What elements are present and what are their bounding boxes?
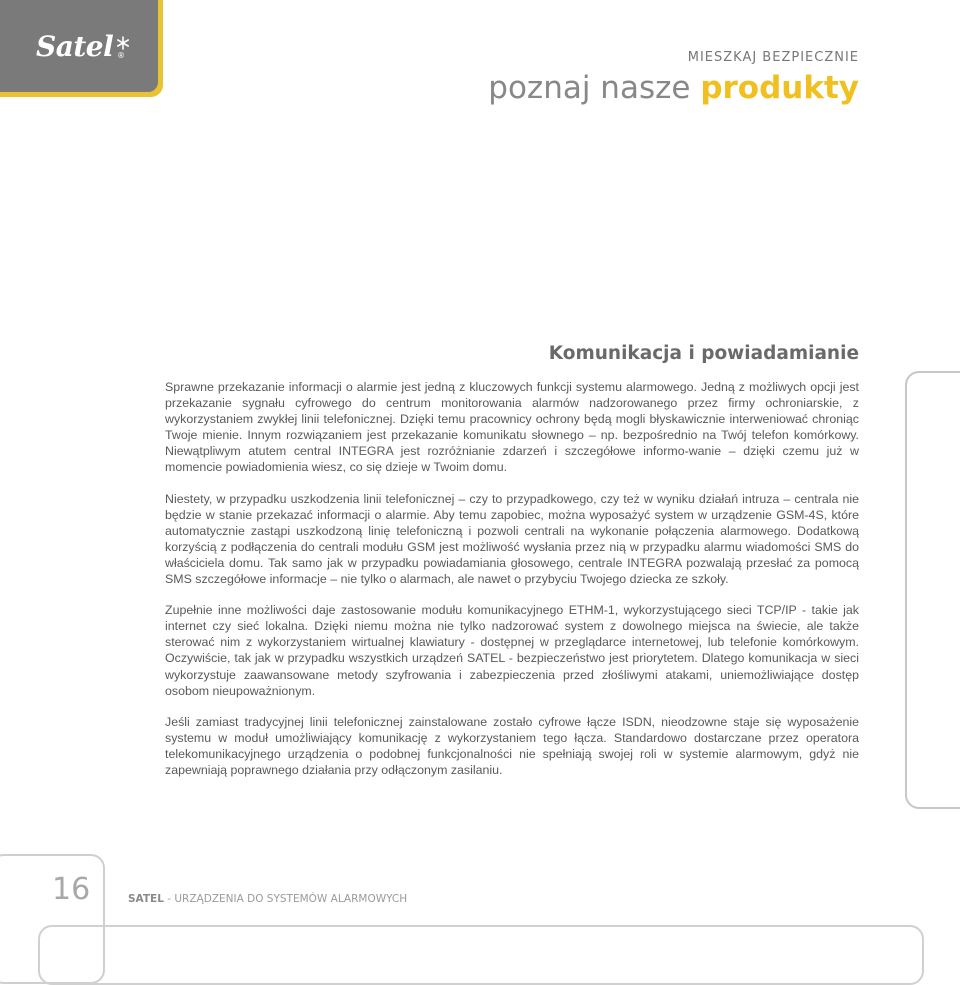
logo-tab: [0, 0, 163, 97]
article-body: [165, 379, 859, 793]
paragraph-2: Niestety, w przypadku uszkodzenia linii telefonicznej – czy to przypadkowego, czy też w wyniku działań intruza – centrala nie będzie w stanie przekazać informacji o alarmie. Aby temu zapobiec, można wyposażyć system w urządzenie GSM-4S, które automatycznie zastąpi uszkodzoną linię telefoniczną i pozwoli centrali na wykonanie połączenia alarmowego. Dodatkową korzyścią z podłączenia do centrali modułu GSM jest możliwość wysłania przez nią w przypadku alarmu wiadomości SMS do właściciela domu. Tak samo jak w przypadku powiadamiania głosowego, centrale INTEGRA pozwalają przesłać za pomocą SMS szczegółowe informacje – nie tylko o alarmach, ale nawet o przybyciu Twojego dziecka ze szkoły.: [165, 491, 859, 587]
paragraph-1: Sprawne przekazanie informacji o alarmie jest jedną z kluczowych funkcji systemu alarmowego. Jedną z możliwych opcji jest przekazanie sygnału cyfrowego do centrum monitorowania alarmów nadzorowanego przez firmy ochroniarskie, z wykorzystaniem zwykłej linii telefonicznej. Dzięki temu pracownicy ochrony będą mogli błyskawicznie interweniować chroniąc Twoje mienie. Innym rozwiązaniem jest przekazanie komunikatu słownego – np. bezpośrednio na Twój telefon komórkowy. Niewątpliwym atutem central INTEGRA jest rozróżnianie zdarzeń i szczegółowe informo-wanie – dzięki czemu już w momencie powiadomienia wiesz, co się dzieje w Twoim domu.: [165, 380, 859, 475]
logo-background: [0, 0, 158, 92]
footer-label: [128, 893, 407, 905]
registered-mark: ®: [117, 51, 125, 60]
paragraph-3: Zupełnie inne możliwości daje zastosowanie modułu komunikacyjnego ETHM-1, wykorzystującego sieci TCP/IP - takie jak internet czy sieć lokalna. Dzięki niemu można nie tylko nadzorować system z dowolnego miejsca na świecie, ale także sterować nim z wykorzystaniem wirtualnej klawiatury - dostępnej w przeglądarce internetowej, lub telefonie komórkowym. Oczywiście, tak jak w przypadku wszystkich urządzeń SATEL - bezpieczeństwo jest priorytetem. Dlatego komunikacja w sieci wykorzystuje zaawansowane metody szyfrowania i zabezpieczenia przed złośliwymi atakami, uniemożliwiające dostęp osobom nieupoważnionym.: [165, 603, 859, 698]
footer-brand: SATEL: [128, 893, 164, 905]
headline-highlight: produkty: [700, 70, 859, 106]
snowflake-icon: [116, 36, 130, 50]
footer-frame: [38, 925, 924, 985]
paragraph-4: Jeśli zamiast tradycyjnej linii telefonicznej zainstalowane zostało cyfrowe łącze ISDN, nieodzowne staje się wyposażenie systemu w moduł umożliwiający komunikację z wykorzystaniem tego łącza. Standardowo dostarczane przez operatora telekomunikacyjnego urządzenia o podobnej funkcjonalności nie spełniają swojej roli w systemie alarmowym, gdyż nie zapewniają poprawnego działania przy odłączonym zasilaniu.: [165, 714, 859, 777]
page-number: 16: [52, 872, 91, 907]
logo-wordmark: Satel: [36, 30, 114, 63]
headline-plain: poznaj nasze: [488, 70, 701, 106]
headline: [488, 70, 859, 106]
section-title: Komunikacja i powiadamianie: [548, 343, 859, 364]
footer-tagline: - URZĄDZENIA DO SYSTEMÓW ALARMOWYCH: [163, 893, 408, 905]
decorative-frame: [905, 371, 960, 809]
tagline: MIESZKAJ BEZPIECZNIE: [687, 50, 859, 65]
